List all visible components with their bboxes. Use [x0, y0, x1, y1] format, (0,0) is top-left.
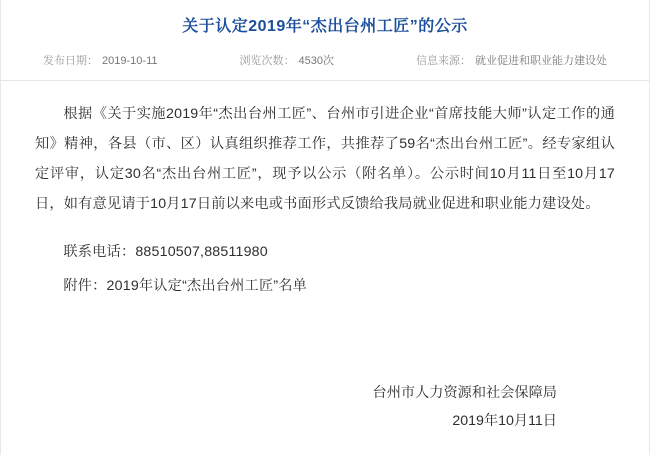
meta-publish-date [41, 52, 159, 68]
meta-source-value: 就业促进和职业能力建设处 [474, 55, 607, 67]
header-divider [1, 80, 649, 81]
meta-views [237, 52, 335, 68]
meta-views-value: 4530次 [298, 55, 334, 67]
meta-publish-date-label: 发布日期： [43, 55, 99, 67]
signature-organization: 台州市人力资源和社会保障局 [372, 385, 557, 401]
meta-publish-date-value: 2019-10-11 [102, 55, 158, 67]
document-body [35, 99, 615, 301]
paragraph-main: 根据《关于实施2019年“杰出台州工匠”、台州市引进企业“首席技能大师”认定工作的通知》精神，各县（市、区）认真组织推荐工作，共推荐了59名“杰出台州工匠”。经专家组认定评审，认定30名“杰出台州工匠”，现予以公示（附名单）。公示时间10月11日至10月17日，如有意见请于10月17日前以来电或书面形式反馈给我局就业促进和职业能力建设处。 [35, 106, 615, 212]
page-title: 关于认定2019年“杰出台州工匠”的公示 [182, 18, 468, 35]
meta-source [414, 52, 609, 68]
meta-source-label: 信息来源： [415, 55, 471, 67]
meta-views-label: 浏览次数： [239, 55, 295, 67]
signature-date: 2019年10月11日 [452, 413, 557, 429]
document-meta-bar [35, 52, 615, 80]
paragraph-contact: 联系电话：88510507,88511980 [63, 244, 268, 260]
paragraph-attachment: 附件：2019年认定“杰出台州工匠”名单 [63, 278, 308, 294]
